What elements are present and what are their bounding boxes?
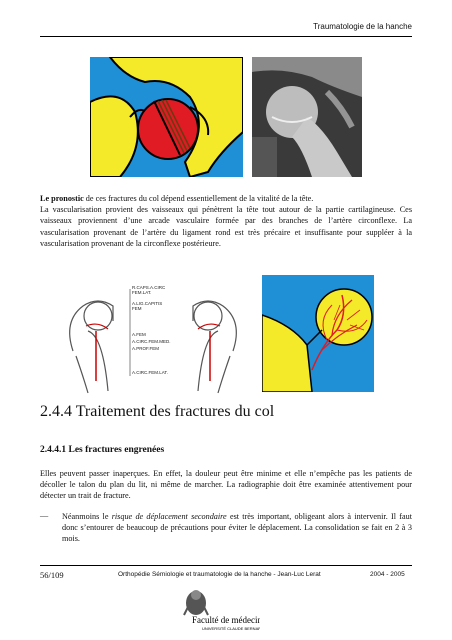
faculty-subtitle: UNIVERSITÉ CLAUDE BERNARD: [202, 626, 260, 631]
page-number: 56/109: [40, 570, 64, 580]
bullet-paragraph: [62, 511, 412, 545]
header-rule: [40, 36, 412, 37]
label-femlat: FEM.LAT.: [132, 290, 152, 295]
bullet-text-pre: Néanmoins le: [62, 512, 112, 521]
bullet-text-post: est très important, obligeant alors à intervenir. Il faut donc s’entourer de beaucoup de précautions pour éviter le déplacement. La consolidation se fait en 2 à 3 mois.: [62, 512, 412, 544]
label-ligcapitis: A.LIG.CAPITIS: [132, 301, 163, 306]
bullet-dash: —: [40, 511, 49, 520]
footer-title: Orthopédie Sémiologie et traumatologie de la hanche - Jean-Luc Lerat: [118, 571, 321, 578]
intro-paragraph: [40, 193, 412, 249]
vascular-anatomy-drawing: [58, 281, 248, 396]
vascularisation-text: La vascularisation provient des vaisseaux qui pénètrent la tête tout autour de la partie cartilagineuse. Ces vaisseaux proviennent d’une arcade vasculaire formée par des branches de l’artère circonflexe. La vascularisation provenant de l’artère du ligament rond est très précaire et insuffisante pour suppléer à la vascularisation provenant de la circonflexe postérieure.: [40, 205, 412, 248]
hip-fracture-illustration: [90, 57, 243, 177]
engrenees-paragraph: Elles peuvent passer inaperçues. En effet, la douleur peut être minime et elle n’empêche pas les patients de décoller le talon du plan du lit, ni même de marcher. La radiographie doit être examinée attentivement pour détecter un trait de fracture.: [40, 469, 412, 501]
faculty-logo: [180, 585, 260, 635]
label-circfemmed: A.CIRC.FEM.MED.: [132, 339, 171, 344]
label-rcaps: R.CAPS.A.CIRC: [132, 285, 166, 290]
subsection-title: 2.4.4.1 Les fractures engrenées: [40, 445, 165, 455]
footer-years: 2004 - 2005: [370, 571, 405, 578]
label-circfemlat: A.CIRC.FEM.LAT.: [132, 370, 168, 375]
faculty-name: Faculté de médecine: [192, 615, 260, 625]
section-title: 2.4.4 Traitement des fractures du col: [40, 403, 275, 420]
footer-rule: [40, 565, 412, 566]
femoral-head-vascularisation: [262, 275, 374, 392]
bullet-emphasis: risque de déplacement secondaire: [111, 512, 227, 521]
running-header: Traumatologie de la hanche: [313, 22, 412, 31]
pronostic-bold: Le pronostic: [40, 194, 84, 203]
label-proffem: A.PROF.FEM: [132, 346, 160, 351]
hip-xray: [252, 57, 362, 177]
intro-text: de ces fractures du col dépend essentiellement de la vitalité de la tête.: [83, 194, 314, 203]
label-fem: FEM: [132, 306, 142, 311]
label-afem: A.FEM: [132, 332, 146, 337]
